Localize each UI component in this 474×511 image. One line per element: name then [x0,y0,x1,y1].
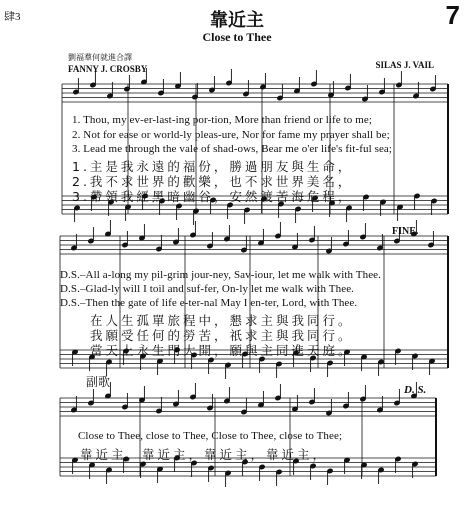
verse-1-english-line-2: D.S.–All a-long my pil-grim jour-ney, Sav-iour, let me walk with Thee. [60,269,382,281]
verse-1-chinese-line-1: 1.主是我永遠的福份，勝過朋友與生命， [72,159,354,174]
refrain-chinese: 靠近主，靠近主，靠近主，靠近主， [80,447,329,462]
ds-marker: D. S. [404,384,427,396]
fine-marker: FINE. [392,226,419,237]
hymn-title-english: Close to Thee [202,30,272,44]
verse-3-english-line-2: D.S.–Then the gate of life e-ter-nal May I en-ter, Lord, with Thee. [60,297,358,309]
verse-1-english-line-1: 1. Thou, my ev-er-last-ing por-tion, More than friend or life to me; [72,114,373,126]
page-number: 7 [445,0,460,30]
lyricist-credit: FANNY J. CROSBY [68,64,148,74]
verse-1-chinese-line-2: 在人生孤單旅程中，懇求主與我同行。 [90,313,354,328]
verse-3-chinese-line-2: 當天上永生門大開，願與主同進天庭。 [90,343,354,358]
verse-3-chinese-line-1: 3.帶領我經黑暗幽谷，安然渡苦海危程， [72,189,354,204]
verse-2-chinese-line-1: 2.我不求世界的歡樂，也不求世界美名， [72,174,354,189]
refrain-english: Close to Thee, close to Thee, Close to Thee, close to Thee; [78,430,343,442]
hymnal-section-label: 肆3 [4,11,21,23]
translator-credit: 劉福羣何就進合譯 [68,53,132,62]
composer-credit: SILAS J. VAIL [375,60,434,70]
verse-3-english-line-1: 3. Lead me through the vale of shad-ows, Bear me o'er life's fit-ful sea; [72,143,393,155]
verse-2-chinese-line-2: 我願受任何的勞苦，祇求主與我同行。 [90,328,354,343]
refrain-label: 副歌 [86,375,111,389]
verse-2-english-line-1: 2. Not for ease or world-ly pleas-ure, Nor for fame my prayer shall be; [72,129,390,141]
hymn-title-chinese: 靠近主 [210,10,264,30]
verse-2-english-line-2: D.S.–Glad-ly will I toil and suf-fer, On-ly let me walk with Thee. [60,283,355,295]
